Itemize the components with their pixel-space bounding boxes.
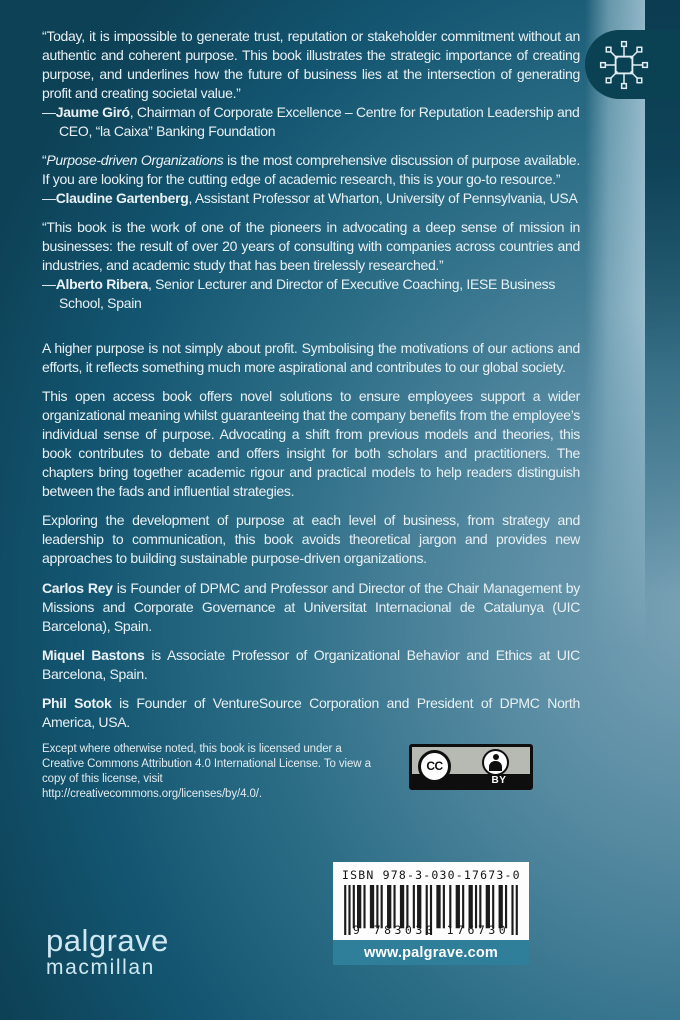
publisher-logo-macmillan: macmillan [46, 956, 155, 979]
right-edge-light-strip [585, 0, 645, 740]
ean-digits: 9 783030 176730 [342, 923, 520, 937]
isbn-label: ISBN 978-3-030-17673-0 [342, 868, 521, 882]
em-dash: — [42, 104, 56, 120]
em-dash: — [42, 190, 56, 206]
back-cover-text-column [42, 27, 580, 802]
cc-by-license-badge [409, 744, 533, 790]
book-description-paragraph-2: This open access book offers novel solutions to ensure employees support a wider organizational meaning whilst guaranteeing that the company benefits from the employee’s individual sense of purpose. Advocating a shift from previous models and theories, this book contributes to debate and offers insight for both scholars and practitioners. The chapters bring together academic rigour and practical models to help readers distinguish between the fads and influential strategies. [42, 388, 580, 499]
author-name: Carlos Rey [42, 580, 113, 596]
author-bio-1: Carlos Rey is Founder of DPMC and Professor and Director of the Chair Management by Missions and Corporate Governance at Universitat Internacional de Catalunya (UIC Barcelona), Spain. [42, 580, 580, 634]
cc-by-label: BY [491, 775, 507, 786]
barcode-block [333, 862, 529, 965]
right-edge-dark-strip [645, 0, 680, 760]
book-description-paragraph-3: Exploring the development of purpose at each level of business, from strategy and leadership to communication, this book avoids theoretical jargon and provides new approaches to building sustainable purpose-driven organizations. [42, 512, 580, 566]
endorsement-attribution-1 [42, 103, 580, 141]
author-name: Miquel Bastons [42, 647, 145, 663]
cc-person-icon [482, 749, 509, 776]
endorser-role: , Assistant Professor at Wharton, University of Pennsylvania, USA [188, 190, 578, 206]
em-dash: — [42, 276, 56, 292]
publisher-logo-palgrave: palgrave [46, 923, 169, 958]
license-text: Except where otherwise noted, this book is licensed under a Creative Commons Attribution 4.0 International License. To view a copy of this license, visit http://creativecommons.org/licenses/by/4.0/. [42, 743, 371, 800]
publisher-logo [46, 923, 169, 979]
endorsement-quote-2: “Purpose-driven Organizations is the most comprehensive discussion of purpose available. If you are looking for the cutting edge of academic research, this is your go-to resource.” [42, 152, 580, 187]
barcode-panel [333, 862, 529, 940]
publisher-website-bar [333, 940, 529, 965]
network-badge [585, 30, 680, 99]
author-bio-3: Phil Sotok is Founder of VentureSource Corporation and President of DPMC North America, USA. [42, 695, 580, 730]
endorser-name: Claudine Gartenberg [55, 190, 189, 206]
network-nodes-icon [596, 37, 652, 93]
endorser-name: Jaume Giró [55, 104, 130, 120]
endorser-name: Alberto Ribera [55, 276, 148, 292]
book-description-paragraph-1: A higher purpose is not simply about profit. Symbolising the motivations of our actions and efforts, it reflects something much more aspirational and contributes to our global society. [42, 340, 580, 375]
endorser-role: , Senior Lecturer and Director of Executive Coaching, IESE Business School, Spain [59, 276, 556, 311]
endorser-role: , Chairman of Corporate Excellence – Centre for Reputation Leadership and CEO, “la Caixa” Banking Foundation [59, 104, 580, 139]
author-name: Phil Sotok [42, 695, 112, 711]
endorsement-attribution-2 [42, 189, 580, 208]
endorsement-quote-3: “This book is the work of one of the pioneers in advocating a deep sense of mission in businesses: the result of over 20 years of consulting with companies across countries and industries, and academic study that has been tirelessly researched.” [42, 219, 580, 273]
endorsement-quote-1: “Today, it is impossible to generate trust, reputation or stakeholder commitment without an authentic and coherent purpose. This book illustrates the strategic importance of creating purpose, and underlines how the future of business lies at the intersection of generating profit and creating societal value.” [42, 28, 580, 101]
license-row [42, 742, 580, 802]
cc-icon: CC [418, 750, 451, 783]
author-bio-2: Miquel Bastons is Associate Professor of Organizational Behavior and Ethics at UIC Barcelona, Spain. [42, 647, 580, 682]
publisher-website: www.palgrave.com [363, 944, 498, 961]
endorsement-attribution-3 [42, 275, 580, 313]
